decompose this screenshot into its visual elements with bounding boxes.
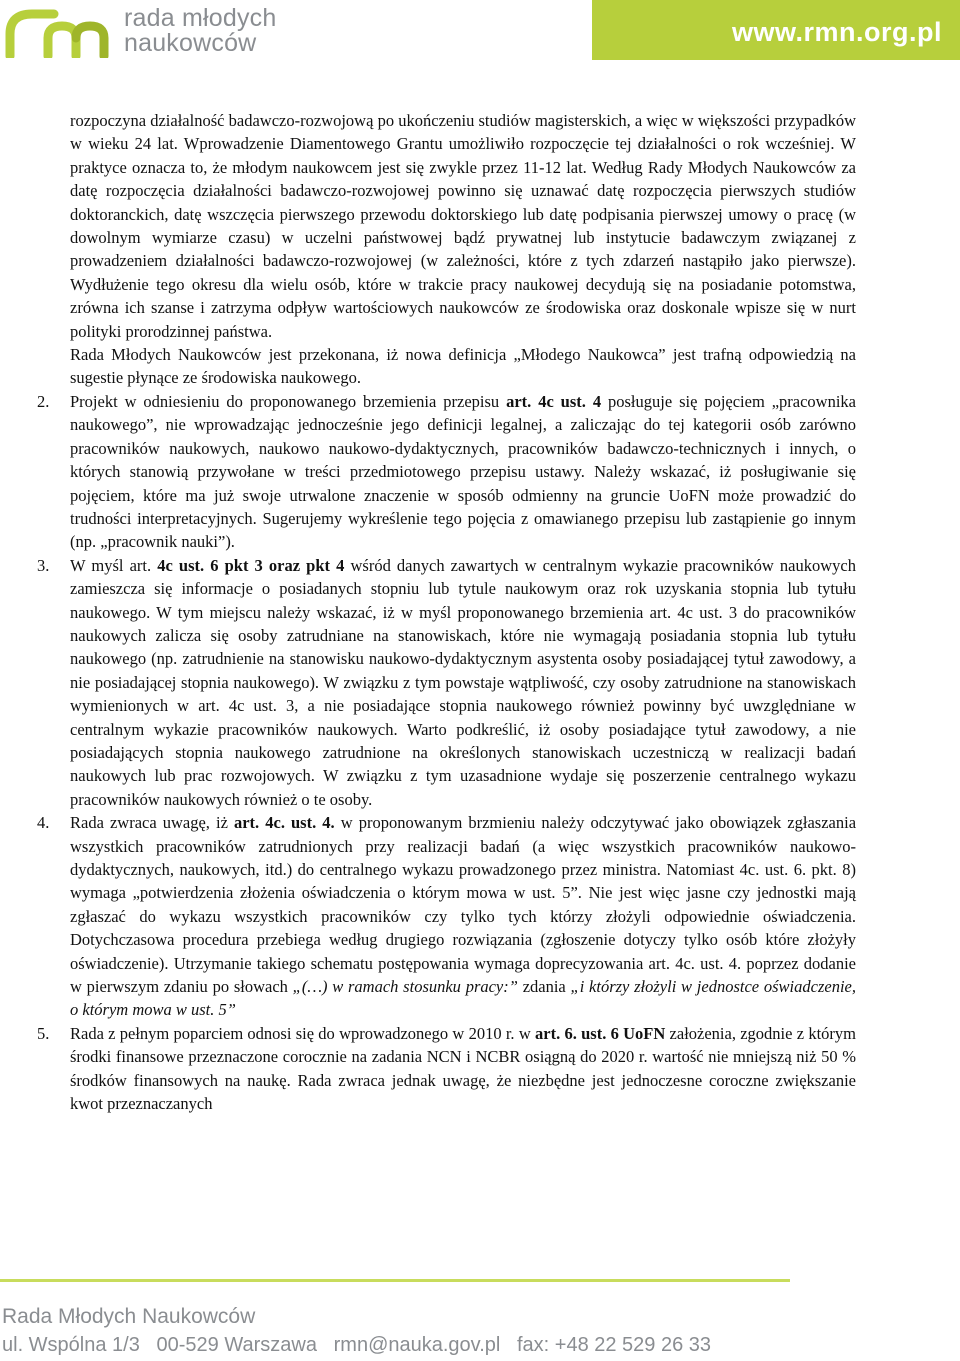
logo-line-1: rada młodych: [124, 4, 277, 32]
intro-paragraph: rozpoczyna działalność badawczo-rozwojową po ukończeniu studiów magisterskich, a więc w większości przypadków w wieku 24 lat. Wprowadzenie Diamentowego Grantu umożliwiło rozpoczęcie tej działalności o rok wcześniej. W praktyce oznacza to, że młodym naukowcem jest się zwykle przez 11-12 lat. Według Rady Młodych Naukowców za datę rozpoczęcia działalności badawczo-rozwojowej powinno się uznawać datę rozpoczęcia pierwszych studiów doktoranckich, datę wszczęcia pierwszego przewodu doktorskiego lub datę podpisania pierwszej umowy o pracę (w dowolnym wymiarze czasu) w uczelni państwowej bądź prywatnej lub instytucie badawczym związanej z prowadzeniem działalności badawczo-rozwojowej (w zależności, które z tych zdarzeń nastąpiło jako pierwsze). Wydłużenie tego okresu dla wielu osób, które w trakcie pracy naukowej decydują się na posiadanie potomstwa, zrówna ich szanse i zatrzyma odpływ wartościowych naukowców ze środowiska oraz doskonale wpisze się w nurt polityki prorodzinnej państwa.: [70, 111, 856, 341]
site-url-bar: [592, 0, 960, 60]
item-italic: „(…) w ramach stosunku pracy:”: [292, 977, 518, 997]
footer-org-name: Rada Młodych Naukowców: [2, 1305, 256, 1328]
item-italic: „i którzy złożyli w jednostce oświadczenie, o którym mowa w ust. 5”: [70, 977, 856, 1020]
item-number: 4.: [37, 813, 50, 833]
item-text: Rada zwraca uwagę, iż: [70, 813, 234, 833]
item-text: W myśl art.: [70, 555, 158, 575]
item-text: zdania: [517, 977, 571, 997]
item-text: posługuje się pojęciem „pracownika naukowego”, nie wprowadzając jednocześnie jego definicji legalnej, a zaliczając do tej kategorii osób zarówno pracowników naukowych, naukowo naukowo-dydaktycznych, pracowników badawczo-technicznych i innych, o których stanowią przywołane w treści przedmiotowego przepisu ustawy. Należy wskazać, iż posługiwanie się pojęciem, które ma już swoje utrwalone znaczenie w sposób odmienny na gruncie UoFN może prowadzić do trudności interpretacyjnych. Sugerujemy wykreślenie tego pojęcia z omawianego przepisu lub zastąpienie go innym (np. „pracownik nauki”).: [70, 391, 857, 552]
list-item: [37, 390, 857, 554]
page-header: [0, 0, 960, 60]
logo-wordmark: [124, 6, 276, 56]
list-item: [37, 1022, 856, 1116]
list-item: [37, 554, 856, 811]
item-bold: art. 4c. ust. 4.: [233, 813, 335, 833]
footer-address: ul. Wspólna 1/3 00-529 Warszawa rmn@nauka.gov.pl fax: +48 22 529 26 33: [2, 1334, 712, 1356]
item-number: 2.: [37, 391, 50, 411]
item-bold: art. 4c ust. 4: [506, 391, 602, 411]
item-bold: art. 6. ust. 6 UoFN: [535, 1023, 666, 1043]
item-text: Rada z pełnym poparciem odnosi się do wprowadzonego w 2010 r. w: [70, 1023, 535, 1043]
item-bold: 4c ust. 6 pkt 3 oraz pkt 4: [157, 555, 345, 575]
item-number: 3.: [37, 555, 50, 575]
logo-line-2: naukowców: [124, 29, 257, 57]
item-text: w proponowanym brzmieniu należy odczytywać jako obowiązek zgłaszania wszystkich pracowników zatrudnionych przy realizacji badań (a więc wszystkich pracowników naukowo-dydaktycznych, naukowych, itd.) do centralnego wykazu prowadzonego przez ministra. Natomiast 4c. ust. 6. pkt. 8) wymaga „potwierdzenia złożenia oświadczenia o którym mowa w ust. 5”. Nie jest więc jasne czy jednostki mają zgłaszać do wykazu wszystkich pracowników czy tylko tych którzy złożyli odpowiednie oświadczenia. Dotychczasowa procedura przebiega według drugiego rozwiązania (zgłoszenie dotyczy tylko osób które złożyły oświadczenie). Utrzymanie takiego schematu postępowania wymaga doprecyzowania art. 4c. ust. 4. poprzez dodanie w pierwszym zdaniu po słowach: [70, 813, 857, 997]
site-url-link[interactable]: www.rmn.org.pl: [731, 17, 942, 47]
rmn-logo-icon: [4, 4, 122, 58]
item-text: Projekt w odniesieniu do proponowanego brzemienia przepisu: [70, 391, 507, 411]
item-text: założenia, zgodnie z którym środki finansowe przeznaczone corocznie na zadania NCN i NCBR osiągną do 2020 r. wartość nie mniejszą niż 50 % środków finansowych na naukę. Rada zwraca jednak uwagę, że niezbędne jest jednoczesne coroczne zwiększanie kwot przeznaczanych: [70, 1023, 856, 1114]
list-item: [37, 811, 857, 1022]
intro-conclusion: Rada Młodych Naukowców jest przekonana, iż nowa definicja „Młodego Naukowca” jest trafną odpowiedzią na sugestie płynące ze środowiska naukowego.: [70, 345, 856, 388]
document-body: [37, 109, 857, 1115]
footer-divider: [0, 1279, 790, 1282]
item-number: 5.: [37, 1023, 50, 1043]
item-text: wśród danych zawartych w centralnym wykazie pracowników naukowych zamieszcza się informacje o posiadanych stopniu lub tytule naukowym oraz rok uzyskania stopnia lub tytułu naukowego. W tym miejscu należy wskazać, iż w myśl proponowanego brzemienia art. 4c ust. 3 do pracowników naukowych zalicza się osoby zatrudniane na stanowiskach, które nie wymagają posiadania stopnia lub tytułu naukowego (np. zatrudnienie na stanowisku naukowo-dydaktycznym asystenta osoby posiadającej tytuł zawodowy, a nie posiadającej stopnia naukowego). W związku z tym powstaje wątpliwość, czy osoby zatrudnione na stanowiskach wymienionych w art. 4c ust. 3, a nie posiadające stopnia naukowego również powinny być uwzględniane w centralnym wykazie pracowników naukowych. Warto podkreślić, iż osoby posiadające tytuł zawodowy, a nie posiadających stopnia naukowego zatrudnione na określonych stanowiskach uczestniczą w realizacji badań naukowych lub prac rozwojowych. W związku z tym uzasadnione wydaje się poszerzenie centralnego wykazu pracowników naukowych również o te osoby.: [70, 555, 856, 809]
numbered-list: [37, 390, 857, 1116]
